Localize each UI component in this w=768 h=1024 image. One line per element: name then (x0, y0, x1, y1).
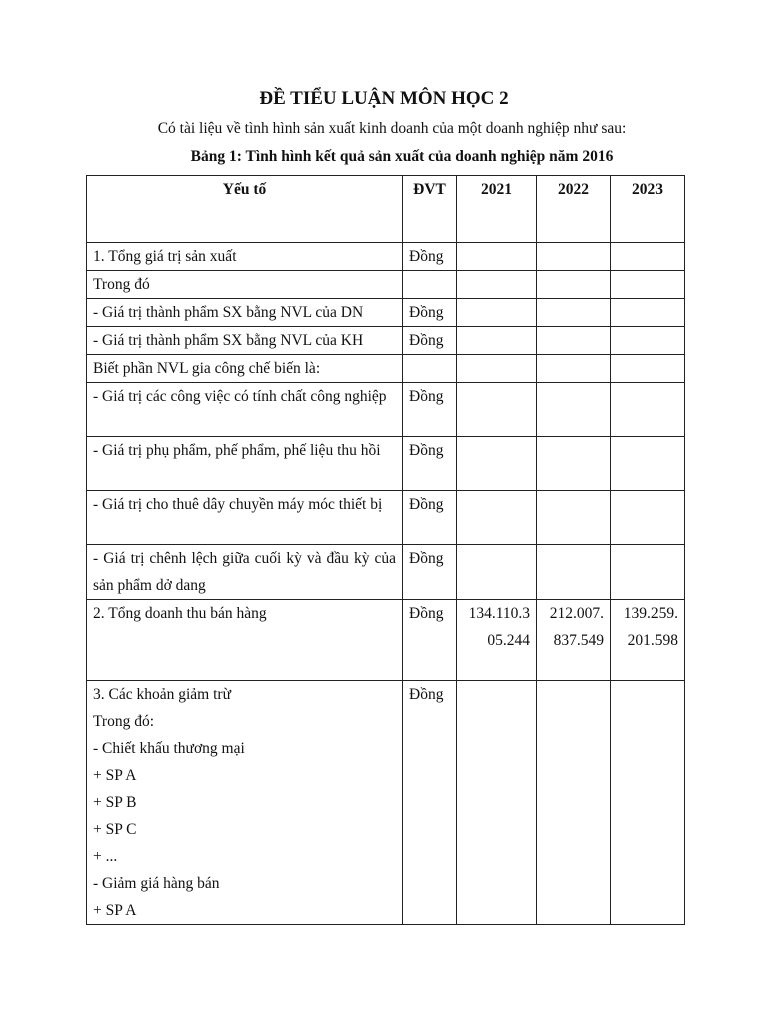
factor-line: + SP C (93, 821, 137, 838)
cell-value-2021 (457, 299, 537, 327)
table-row (87, 491, 685, 545)
document-title: ĐỀ TIỂU LUẬN MÔN HỌC 2 (259, 88, 509, 109)
factor-line: - Giá trị thành phẩm SX bằng NVL của DN (93, 304, 364, 321)
cell-factor (87, 299, 403, 327)
cell-value-2022 (537, 355, 611, 383)
table-row (87, 327, 685, 355)
cell-unit: Đồng (403, 327, 457, 355)
intro-paragraph: Có tài liệu về tình hình sản xuất kinh doanh của một doanh nghiệp như sau: (157, 120, 627, 137)
header-2023: 2023 (611, 176, 685, 243)
factor-line: 2. Tổng doanh thu bán hàng (93, 605, 267, 622)
cell-unit: Đồng (403, 243, 457, 271)
table-body (87, 243, 685, 925)
cell-value-2023 (611, 437, 685, 491)
factor-line: - Giá trị các công việc có tính chất công nghiệp (93, 388, 387, 405)
cell-unit: Đồng (403, 545, 457, 600)
cell-value-2021 (457, 327, 537, 355)
cell-value-2023: 139.259.201.598 (611, 600, 685, 681)
cell-value-2023 (611, 545, 685, 600)
cell-unit: Đồng (403, 299, 457, 327)
cell-factor (87, 600, 403, 681)
cell-factor (87, 271, 403, 299)
table-row (87, 243, 685, 271)
cell-unit: Đồng (403, 491, 457, 545)
cell-value-2023 (611, 327, 685, 355)
factor-line: - Giá trị chênh lệch giữa cuối kỳ và đầu kỳ của sản phẩm dở dang (93, 550, 396, 594)
results-table (86, 175, 685, 925)
cell-value-2023 (611, 299, 685, 327)
cell-value-2023 (611, 491, 685, 545)
cell-value-2021 (457, 383, 537, 437)
factor-line: - Giảm giá hàng bán (93, 875, 220, 892)
factor-line: 1. Tổng giá trị sản xuất (93, 248, 237, 265)
cell-unit: Đồng (403, 600, 457, 681)
cell-value-2022 (537, 681, 611, 925)
cell-value-2021 (457, 271, 537, 299)
cell-value-2021 (457, 243, 537, 271)
cell-value-2021: 134.110.305.244 (457, 600, 537, 681)
cell-factor (87, 327, 403, 355)
cell-unit: Đồng (403, 383, 457, 437)
cell-value-2022 (537, 437, 611, 491)
cell-unit (403, 271, 457, 299)
table-row (87, 600, 685, 681)
cell-value-2022 (537, 383, 611, 437)
cell-value-2023 (611, 681, 685, 925)
table-header-row (87, 176, 685, 243)
cell-value-2022 (537, 491, 611, 545)
factor-line: Trong đó (93, 276, 150, 293)
cell-value-2022 (537, 299, 611, 327)
table-row (87, 681, 685, 925)
cell-value-2023 (611, 355, 685, 383)
cell-factor (87, 355, 403, 383)
cell-value-2022: 212.007.837.549 (537, 600, 611, 681)
cell-unit: Đồng (403, 437, 457, 491)
table-row (87, 271, 685, 299)
cell-factor (87, 243, 403, 271)
factor-line: + SP A (93, 767, 137, 784)
cell-value-2021 (457, 437, 537, 491)
factor-line: - Giá trị thành phẩm SX bằng NVL của KH (93, 332, 364, 349)
cell-value-2023 (611, 243, 685, 271)
cell-value-2021 (457, 491, 537, 545)
header-factor: Yếu tố (87, 176, 403, 243)
cell-value-2022 (537, 243, 611, 271)
cell-value-2022 (537, 327, 611, 355)
header-2021: 2021 (457, 176, 537, 243)
table-row (87, 383, 685, 437)
cell-value-2021 (457, 355, 537, 383)
factor-line: - Giá trị cho thuê dây chuyền máy móc thiết bị (93, 496, 383, 513)
factor-line: + ... (93, 848, 118, 865)
factor-line: + SP B (93, 794, 137, 811)
cell-factor (87, 681, 403, 925)
cell-factor (87, 491, 403, 545)
table-caption: Bảng 1: Tình hình kết quả sản xuất của doanh nghiệp năm 2016 (190, 148, 614, 165)
header-unit: ĐVT (403, 176, 457, 243)
factor-line: 3. Các khoản giảm trừ (93, 686, 231, 703)
cell-value-2021 (457, 681, 537, 925)
cell-value-2022 (537, 545, 611, 600)
cell-factor (87, 545, 403, 600)
cell-value-2022 (537, 271, 611, 299)
factor-line: Trong đó: (93, 713, 155, 730)
table-row (87, 299, 685, 327)
cell-unit: Đồng (403, 681, 457, 925)
cell-value-2023 (611, 271, 685, 299)
header-2022: 2022 (537, 176, 611, 243)
table-row (87, 355, 685, 383)
cell-factor (87, 437, 403, 491)
cell-unit (403, 355, 457, 383)
cell-value-2021 (457, 545, 537, 600)
factor-line: - Chiết khấu thương mại (93, 740, 245, 757)
cell-value-2023 (611, 383, 685, 437)
factor-line: - Giá trị phụ phẩm, phế phẩm, phế liệu thu hồi (93, 442, 381, 459)
factor-line: Biết phần NVL gia công chế biến là: (93, 360, 321, 377)
table-row (87, 437, 685, 491)
table-row (87, 545, 685, 600)
cell-factor (87, 383, 403, 437)
factor-line: + SP A (93, 902, 137, 919)
